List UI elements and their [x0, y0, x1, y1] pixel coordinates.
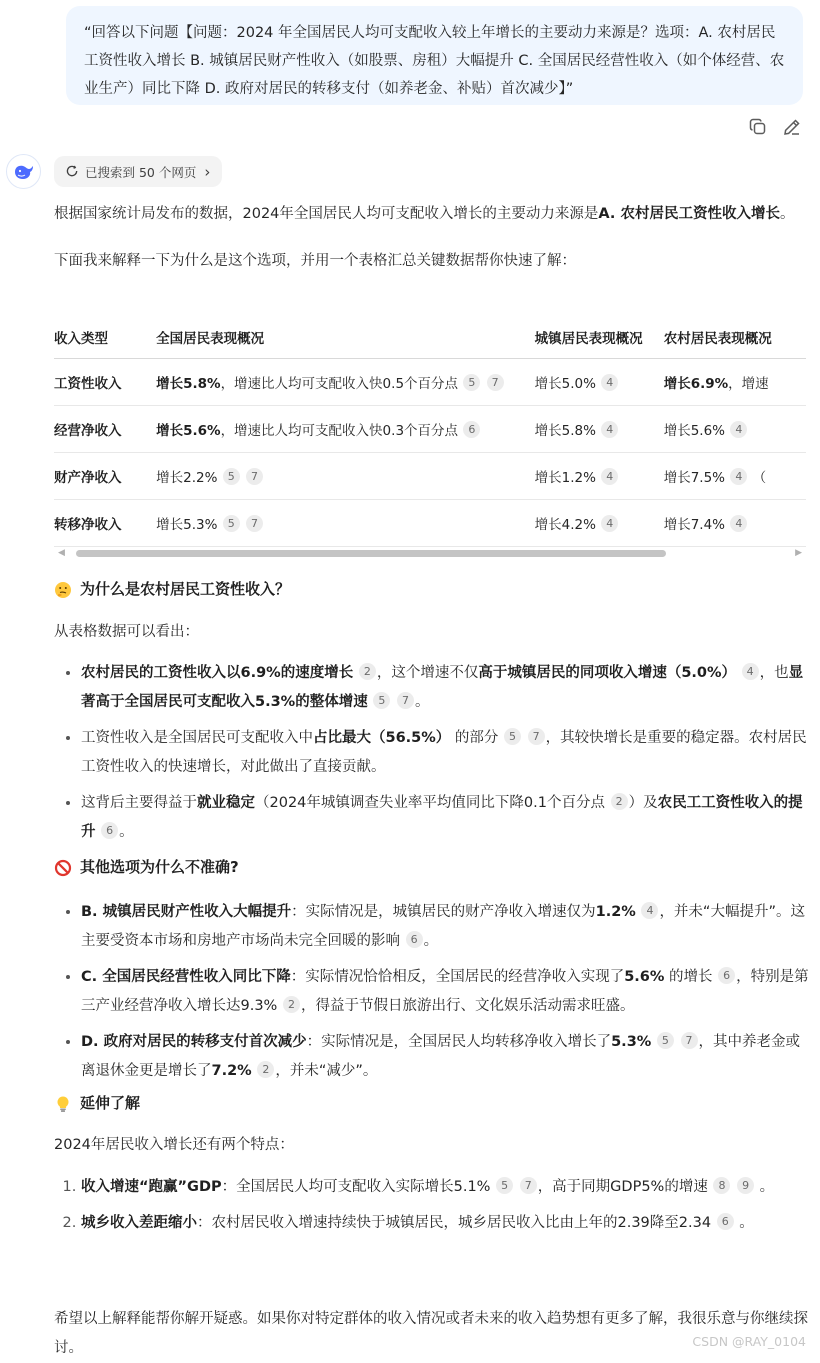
citation-badge[interactable]: 4 — [601, 468, 618, 485]
rural-cell: 增长7.5% 4 （ — [664, 453, 806, 500]
national-cell: 增长2.2% 5 7 — [156, 453, 535, 500]
search-summary-label: 已搜索到 50 个网页 — [85, 164, 197, 180]
citation-badge[interactable]: 6 — [406, 931, 423, 948]
citation-badge[interactable]: 7 — [246, 515, 263, 532]
citation-badge[interactable]: 9 — [737, 1177, 754, 1194]
citation-badge[interactable]: 5 — [223, 468, 240, 485]
edit-icon[interactable] — [782, 117, 802, 137]
prohibited-emoji-icon — [54, 859, 72, 877]
column-header: 全国居民表现概况 — [156, 316, 535, 359]
web-search-summary-button[interactable] — [54, 156, 222, 187]
list-item: • D. 政府对居民的转移支付首次减少：实际情况是，全国居民人均转移净收入增长了5.3% 5 7 ，其中养老金或离退休金更是增长了7.2% 2 ，并未“减少”。 — [81, 1028, 809, 1086]
income-table — [54, 316, 806, 547]
list-item: • B. 城镇居民财产性收入大幅提升：实际情况是，城镇居民的财产净收入增速仅为1.2% 4 ，并未“大幅提升”。这主要受资本市场和房地产市场尚未完全回暖的影响 6 。 — [81, 898, 809, 956]
urban-cell: 增长5.8% 4 — [535, 406, 664, 453]
citation-badge[interactable]: 4 — [742, 663, 759, 680]
table-row — [54, 500, 806, 547]
citation-badge[interactable]: 7 — [520, 1177, 537, 1194]
other-options-section — [54, 853, 809, 1093]
citation-badge[interactable]: 5 — [223, 515, 240, 532]
rural-cell: 增长6.9%，增速 — [664, 359, 806, 406]
why-list — [54, 659, 809, 847]
citation-badge[interactable]: 2 — [359, 663, 376, 680]
why-lead: 从表格数据可以看出： — [54, 624, 199, 640]
user-message-actions — [748, 117, 802, 137]
list-item: 2. 城乡收入差距缩小：农村居民收入增速持续快于城镇居民，城乡居民收入比由上年的2.39降至2.34 6 。 — [81, 1209, 809, 1238]
why-heading: 为什么是农村居民工资性收入？ — [54, 575, 809, 604]
thinking-face-emoji-icon — [54, 581, 72, 599]
answer-intro — [54, 196, 809, 276]
why-section — [54, 575, 809, 854]
income-table-container[interactable] — [54, 316, 806, 547]
citation-badge[interactable]: 7 — [487, 374, 504, 391]
national-cell: 增长5.6%，增速比人均可支配收入快0.3个百分点 6 — [156, 406, 535, 453]
closing-paragraph: 希望以上解释能帮你解开疑惑。如果你对特定群体的收入情况或者未来的收入趋势想有更多了解，我很乐意与你继续探讨。 — [54, 1311, 808, 1356]
citation-badge[interactable]: 5 — [463, 374, 480, 391]
national-cell: 增长5.8%，增速比人均可支配收入快0.5个百分点 5 7 — [156, 359, 535, 406]
citation-badge[interactable]: 7 — [681, 1032, 698, 1049]
row-label: 财产净收入 — [54, 453, 156, 500]
copy-icon[interactable] — [748, 117, 768, 137]
column-header: 农村居民表现概况 — [664, 316, 806, 359]
chevron-right-icon: › — [204, 162, 211, 181]
list-item: • 工资性收入是全国居民可支配收入中占比最大（56.5%） 的部分 5 7 ，其较快增长是重要的稳定器。农村居民工资性收入的快速增长，对此做出了直接贡献。 — [81, 724, 809, 782]
scroll-right-arrow-icon[interactable]: ▶ — [795, 548, 802, 558]
citation-badge[interactable]: 5 — [373, 692, 390, 709]
rural-cell: 增长5.6% 4 — [664, 406, 806, 453]
watermark: CSDN @RAY_0104 — [692, 1334, 806, 1349]
urban-cell: 增长4.2% 4 — [535, 500, 664, 547]
citation-badge[interactable]: 2 — [611, 793, 628, 810]
citation-badge[interactable]: 4 — [601, 421, 618, 438]
extend-list — [54, 1173, 809, 1238]
citation-badge[interactable]: 6 — [101, 822, 118, 839]
column-header: 收入类型 — [54, 316, 156, 359]
extend-lead: 2024年居民收入增长还有两个特点： — [54, 1137, 294, 1153]
list-item: • 农村居民的工资性收入以6.9%的速度增长 2 ，这个增速不仅高于城镇居民的同项收入增速（5.0%） 4 ，也显著高于全国居民可支配收入5.3%的整体增速 5 7 。 — [81, 659, 809, 717]
citation-badge[interactable]: 4 — [730, 515, 747, 532]
table-header-row — [54, 316, 806, 359]
extend-section — [54, 1089, 809, 1245]
light-bulb-emoji-icon — [54, 1095, 72, 1113]
citation-badge[interactable]: 5 — [496, 1177, 513, 1194]
row-label: 工资性收入 — [54, 359, 156, 406]
national-cell: 增长5.3% 5 7 — [156, 500, 535, 547]
citation-badge[interactable]: 4 — [601, 515, 618, 532]
whale-logo-icon — [12, 160, 36, 184]
row-label: 经营净收入 — [54, 406, 156, 453]
citation-badge[interactable]: 7 — [528, 728, 545, 745]
table-horizontal-scrollbar[interactable] — [54, 547, 806, 559]
rural-cell: 增长7.4% 4 — [664, 500, 806, 547]
citation-badge[interactable]: 7 — [246, 468, 263, 485]
urban-cell: 增长5.0% 4 — [535, 359, 664, 406]
column-header: 城镇居民表现概况 — [535, 316, 664, 359]
citation-badge[interactable]: 5 — [504, 728, 521, 745]
list-item: • 这背后主要得益于就业稳定（2024年城镇调查失业率平均值同比下降0.1个百分点 2 ）及农民工工资性收入的提升 6 。 — [81, 789, 809, 847]
urban-cell: 增长1.2% 4 — [535, 453, 664, 500]
extend-heading: 延伸了解 — [54, 1089, 809, 1118]
search-refresh-icon — [66, 165, 79, 178]
table-row — [54, 453, 806, 500]
user-message-text: “回答以下问题【问题：2024 年全国居民人均可支配收入较上年增长的主要动力来源是？选项：A. 农村居民工资性收入增长 B. 城镇居民财产性收入（如股票、房租）大幅提升 C. 全国居民经营性收入（如个体经营、农业生产）同比下降 D. 政府对居民的转移支付（如养老金、补贴）首次减少】” — [84, 25, 785, 97]
citation-badge[interactable]: 2 — [283, 996, 300, 1013]
row-label: 转移净收入 — [54, 500, 156, 547]
assistant-avatar — [6, 154, 41, 189]
intro-paragraph: 根据国家统计局发布的数据，2024年全国居民人均可支配收入增长的主要动力来源是A. 农村居民工资性收入增长。 — [54, 206, 795, 222]
other-options-heading: 其他选项为什么不准确? — [54, 853, 809, 882]
scrollbar-thumb[interactable] — [76, 550, 666, 557]
citation-badge[interactable]: 7 — [397, 692, 414, 709]
scroll-left-arrow-icon[interactable]: ◀ — [58, 548, 65, 558]
table-row — [54, 359, 806, 406]
list-item: 1. 收入增速“跑赢”GDP：全国居民人均可支配收入实际增长5.1% 5 7 ，高于同期GDP5%的增速 8 9 。 — [81, 1173, 809, 1202]
citation-badge[interactable]: 4 — [730, 421, 747, 438]
citation-badge[interactable]: 5 — [657, 1032, 674, 1049]
citation-badge[interactable]: 6 — [718, 967, 735, 984]
citation-badge[interactable]: 6 — [717, 1213, 734, 1230]
citation-badge[interactable]: 4 — [601, 374, 618, 391]
citation-badge[interactable]: 8 — [713, 1177, 730, 1194]
citation-badge[interactable]: 4 — [730, 468, 747, 485]
other-options-list — [54, 898, 809, 1086]
list-item: • C. 全国居民经营性收入同比下降：实际情况恰恰相反，全国居民的经营净收入实现了5.6% 的增长 6 ，特别是第三产业经营净收入增长达9.3% 2 ，得益于节假日旅游出行、文化娱乐活动需求旺盛。 — [81, 963, 809, 1021]
citation-badge[interactable]: 4 — [641, 902, 658, 919]
citation-badge[interactable]: 2 — [257, 1061, 274, 1078]
intro-sub-paragraph: 下面我来解释一下为什么是这个选项，并用一个表格汇总关键数据帮你快速了解： — [54, 253, 576, 269]
citation-badge[interactable]: 6 — [463, 421, 480, 438]
table-row — [54, 406, 806, 453]
user-message-bubble — [66, 6, 803, 105]
